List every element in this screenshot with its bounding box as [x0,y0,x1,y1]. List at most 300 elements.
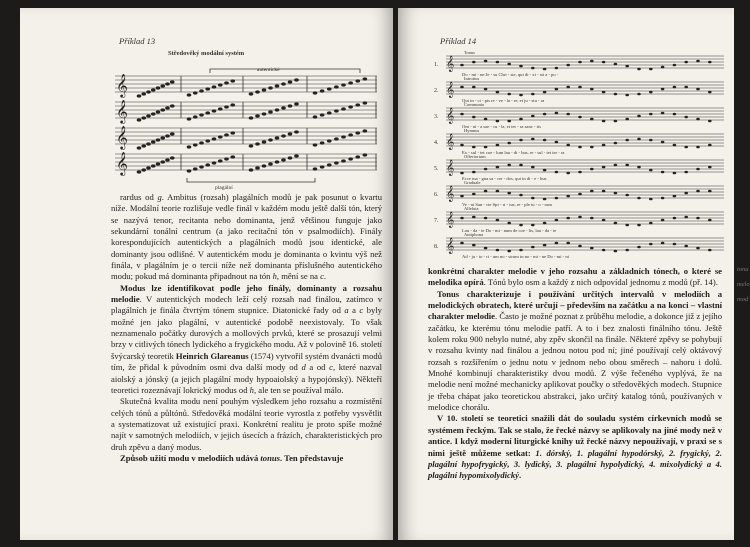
text-run: byly možné jen jako plagální, v autentické podobě neexistovaly. To však neznamenalo počátky durových a mollových prvků, které se prosazují velmi brzy v citlivých tónech lydického a frygického modu. Až v polovině 16. století švýcarský teoretik [111,305,382,361]
note-head [684,146,688,149]
note-head [268,138,273,141]
note-head [673,243,677,246]
note-head [137,170,142,173]
note-head [519,118,523,121]
note-head [218,135,223,138]
note-head [255,90,260,93]
note-head [224,133,229,136]
note-head [141,144,146,147]
note-head [146,142,151,145]
treble-clef-icon: 𝄞 [116,99,128,123]
note-head [268,86,273,89]
note-head [146,166,151,169]
row-number: 2. [434,88,439,94]
note-head [637,246,641,249]
note-head [151,88,156,91]
note-head [320,89,325,92]
staff [115,151,377,176]
modal-system-figure [115,60,380,192]
note-head [193,143,198,146]
paragraph [428,289,722,414]
note-head [327,87,332,90]
note-head [205,139,210,142]
lower-bracket [187,178,315,182]
note-head [281,106,286,109]
note-head [170,80,175,83]
note-head [614,142,618,145]
lyrics: Qui in - ci - pis re - ve - la - re, et ju - stu - ra [462,98,545,103]
note-head [165,158,170,161]
note-head [708,166,712,169]
note-head [649,222,653,225]
note-head [156,86,161,89]
note-head [249,92,254,95]
note-head [566,172,570,175]
note-head [602,190,606,193]
note-head [141,168,146,171]
note-head [160,84,165,87]
row-number: 7. [434,218,439,224]
lyrics: Lau - da - te Do - mi - num de coe - lis, lau - da - te [462,228,557,233]
note-head [555,219,559,222]
note-head [472,216,476,219]
note-head [578,86,582,89]
chant-row [434,232,724,259]
note-head [531,166,535,169]
note-head [288,156,293,159]
chant-row [434,102,724,130]
lyrics: Om - ni - a sae - cu - la, et ter - ra sanc - tis [462,124,541,129]
note-head [578,171,582,174]
note-head [696,168,700,171]
note-head [355,103,360,106]
treble-clef-icon: 𝄞 [116,151,128,175]
note-head [275,160,280,163]
note-head [187,117,192,120]
note-head [156,110,161,113]
note-head [363,129,368,132]
note-head [661,242,665,245]
note-head [519,164,523,167]
note-head [193,115,198,118]
chant-row [434,128,724,156]
note-head [484,190,488,193]
note-head [199,165,204,168]
note-head [661,197,665,200]
note-head [661,171,665,174]
text-run: Modus lze identifikovat podle jeho finály, dominanty a rozsahu melodie [111,282,382,305]
note-head [555,171,559,174]
note-head [212,109,217,112]
note-head [275,84,280,87]
note-head [156,138,161,141]
text-run: , které nazval aiolský a jónský (a jejich plagální mody hypoaiolský a hypojónský). Někteří teoretici rozeznávají lokrický modus od [111,362,382,395]
note-head [355,155,360,158]
text-run: 1. dórský, 1. plagální hypodórský, 2. frygický, 2. plagální hypofrygický, 3. lydický, 3. plagální hypolydický, 4. mixolydický a 4. plagální hypomixolydický [428,447,722,481]
note-head [205,163,210,166]
note-head [472,61,476,64]
note-head [187,145,192,148]
note-head [578,116,582,119]
paragraph [111,453,382,464]
note-head [531,138,535,141]
note-head [348,105,353,108]
upper-bracket [210,69,360,73]
note-head [507,93,511,96]
note-head [224,81,229,84]
note-head [496,91,500,94]
lower-label: plagální [215,185,233,191]
note-head [543,68,547,71]
note-head [625,164,629,167]
paragraph [428,266,722,289]
text-run: . [518,470,522,481]
note-head [555,112,559,115]
note-head [673,64,677,67]
paragraph [111,396,382,453]
note-head [484,217,488,220]
note-head [649,169,653,172]
text-run: konkrétní charakter melodie v jeho rozsahu a základních tónech, o které se melodika opírá [428,266,722,288]
note-head [602,61,606,64]
note-head [519,224,523,227]
note-head [673,144,677,147]
note-head [602,166,606,169]
note-head [614,63,618,66]
note-head [348,157,353,160]
paragraph [111,192,382,283]
note-head [614,222,618,225]
note-head [543,169,547,172]
note-head [684,116,688,119]
note-head [170,132,175,135]
note-head [625,194,629,197]
note-head [165,134,170,137]
note-head [275,108,280,111]
note-head [684,192,688,195]
treble-clef-icon: 𝄞 [446,212,455,228]
note-head [507,164,511,167]
note-head [519,194,523,197]
note-head [363,101,368,104]
note-head [212,161,217,164]
note-head [218,159,223,162]
note-head [602,219,606,222]
text-run: Tonus charakterizuje i používání určitých intervalů v melodiích a melodických obratech, které určují – především na začátku a na konci – vlastní charakter melodie [428,288,722,322]
chant-genre-label: Communio [464,102,485,107]
note-head [566,217,570,220]
note-head [590,168,594,171]
note-head [137,94,142,97]
note-head [684,245,688,248]
note-head [255,142,260,145]
text-run: c [320,271,324,282]
note-head [649,113,653,116]
note-head [555,141,559,144]
note-head [484,168,488,171]
treble-clef-icon: 𝄞 [446,108,455,124]
note-head [590,190,594,193]
side-note-line: mod [737,296,749,303]
note-head [602,91,606,94]
note-head [484,247,488,250]
note-head [249,168,254,171]
note-head [355,131,360,134]
note-head [637,138,641,141]
note-head [625,65,629,68]
example-label: Příklad 14 [440,36,477,46]
text-run: a [348,305,360,316]
note-head [146,90,151,93]
note-head [294,154,299,157]
note-head [165,82,170,85]
treble-clef-icon: 𝄞 [116,125,128,149]
note-head [507,63,511,66]
note-head [566,195,570,198]
note-head [262,140,267,143]
note-head [230,79,235,82]
note-head [684,216,688,219]
figure-title: Středověký modální systém [168,50,245,57]
note-head [327,111,332,114]
note-head [602,249,606,252]
note-head [555,197,559,200]
note-head [543,113,547,116]
note-head [625,249,629,252]
note-head [673,172,677,175]
note-head [673,217,677,220]
note-head [578,216,582,219]
note-head [519,249,523,252]
note-head [531,67,535,70]
note-head [625,118,629,121]
note-head [160,160,165,163]
text-run: . Ten představuje [280,452,344,463]
note-head [590,217,594,220]
note-head [141,92,146,95]
note-head [507,192,511,195]
lyrics: Ve - ni San - cte Spi - ri - tus, re - ple tu - o - rum [462,202,552,207]
note-head [294,78,299,81]
note-head [578,146,582,149]
side-note-line: tonu [737,266,749,273]
note-head [661,88,665,91]
note-head [224,105,229,108]
note-head [614,120,618,123]
note-head [472,171,476,174]
note-head [625,94,629,97]
note-head [566,144,570,147]
note-head [637,224,641,227]
note-head [224,157,229,160]
note-head [249,116,254,119]
note-head [230,155,235,158]
note-head [696,190,700,193]
note-head [578,193,582,196]
note-head [519,94,523,97]
chant-genre-label: Hymnus [464,128,480,133]
note-head [661,219,665,222]
chant-row [434,180,724,208]
note-head [313,143,318,146]
chant-row [434,206,724,234]
note-head [281,82,286,85]
note-head [320,141,325,144]
note-head [187,93,192,96]
row-number: 8. [434,244,439,250]
note-head [294,102,299,105]
note-head [230,131,235,134]
note-head [230,103,235,106]
note-head [708,219,712,222]
note-head [531,197,535,200]
note-head [141,116,146,119]
note-head [288,80,293,83]
text-run: Heinrich Glareanus [175,350,249,361]
chant-genre-label: Graduale [464,180,481,185]
note-head [151,140,156,143]
note-head [496,61,500,64]
note-head [193,167,198,170]
note-head [193,91,198,94]
note-head [334,85,339,88]
note-head [637,68,641,71]
row-number: 4. [434,140,439,146]
note-head [696,247,700,250]
note-head [218,83,223,86]
note-head [355,79,360,82]
note-head [288,104,293,107]
note-head [661,112,665,115]
note-head [566,86,570,89]
note-head [327,163,332,166]
note-head [578,245,582,248]
note-head [327,139,332,142]
note-head [696,146,700,149]
note-head [531,115,535,118]
note-head [348,133,353,136]
row-number: 6. [434,192,439,198]
note-head [460,172,464,175]
text-run: . V autentických modech leží celý rozsah nad finálou, zatímco v plagálních je finála čtvrtým tónem stupnice. Diatonické řady od [111,294,382,316]
note-head [156,162,161,165]
note-head [249,144,254,147]
note-head [684,86,688,89]
note-head [614,164,618,167]
note-head [684,61,688,64]
note-head [320,165,325,168]
note-head [281,158,286,161]
lyrics: Ex - sul - tet coe - lum lau - di - bus, re - sul - tet ter - ra [462,150,565,155]
text-run: tonus [260,452,280,463]
note-head [566,242,570,245]
note-head [708,91,712,94]
note-head [625,139,629,142]
note-head [460,86,464,89]
note-head [460,195,464,198]
note-head [212,137,217,140]
treble-clef-icon: 𝄞 [446,238,455,254]
note-head [543,91,547,94]
note-head [341,135,346,138]
upper-label: autentické [257,67,280,73]
note-head [212,85,217,88]
chant-genre-label: Antiphona [464,232,483,237]
text-run: Skutečná kvalita modu není pouhým výsledkem jeho rozsahu a rozmístění celých tónů a půltónů. Středověká modální teorie vyrostla z potřeby vysvětlit a systematizovat už existující praxi. Konkrétní realitu je proto spíše možné najít v samotných melodiích, v jejich úsecích a frázích, charakteristických pro druh zpěvu a daný modus. [111,396,382,452]
paragraph [111,283,382,396]
note-head [187,169,192,172]
note-head [218,107,223,110]
note-head [199,113,204,116]
note-head [637,197,641,200]
note-head [519,65,523,68]
note-head [151,164,156,167]
note-head [696,60,700,63]
note-head [199,141,204,144]
note-head [341,107,346,110]
note-head [661,66,665,69]
note-head [146,114,151,117]
note-head [543,139,547,142]
note-head [313,167,318,170]
note-head [170,104,175,107]
note-head [507,222,511,225]
treble-clef-icon: 𝄞 [446,82,455,98]
note-head [649,91,653,94]
note-head [496,120,500,123]
note-head [578,61,582,64]
note-head [484,60,488,63]
note-head [649,243,653,246]
note-head [275,136,280,139]
treble-clef-icon: 𝄞 [446,160,455,176]
note-head [288,132,293,135]
note-head [496,219,500,222]
note-head [205,111,210,114]
chant-genre-label: Introitus [464,76,480,81]
note-head [160,108,165,111]
note-head [341,159,346,162]
note-head [673,113,677,116]
note-head [590,60,594,63]
note-head [348,81,353,84]
note-head [268,110,273,113]
note-head [649,68,653,71]
note-head [555,242,559,245]
note-head [363,77,368,80]
note-head [199,89,204,92]
note-head [151,112,156,115]
note-head [566,64,570,67]
side-note [737,262,750,307]
chant-examples-figure [434,48,726,260]
treble-clef-icon: 𝄞 [446,134,455,150]
note-head [696,217,700,220]
chant-genre-label: Tonus [464,50,475,55]
note-head [637,93,641,96]
treble-clef-icon: 𝄞 [116,73,128,97]
note-head [472,116,476,119]
right-page [398,8,734,540]
note-head [507,120,511,123]
text-run: . Často je možné poznat z průběhu melodie, a dokonce již z jejího začátku, ke kterému tónu melodie patří. A to i bez znalosti finálního tónu. Ještě kolem roku 900 nebylo nutné, aby zpěv skončil na finále. Některé zpěvy se pohybují v rozsahu kvinty nad finálou a jednou notou pod ní; jiné používají celý oktávový rozsah s rozšířením o jednu notu v jednom nebo obou směrech – nahoru i dolů. Mnohé kombinují charakteristiky dvou modů. Z výše řečeného vyplývá, že na melodie není možné mechanicky aplikovat poučky o středověkých modech. Stupnice je třeba chápat jako teoretickou abstrakci, jako určitý katalog tónů, používaných v melodice chorálu. [428,311,723,413]
text-run: (1574) vytvořil systém dvanácti modů tím, že přidal k původním osmi dva další mody od [111,350,382,373]
text-run: , mění se na [276,271,321,282]
chant-row [434,154,724,182]
note-head [590,247,594,250]
note-head [334,137,339,140]
chant-genre-label: Offertorium [464,154,486,159]
